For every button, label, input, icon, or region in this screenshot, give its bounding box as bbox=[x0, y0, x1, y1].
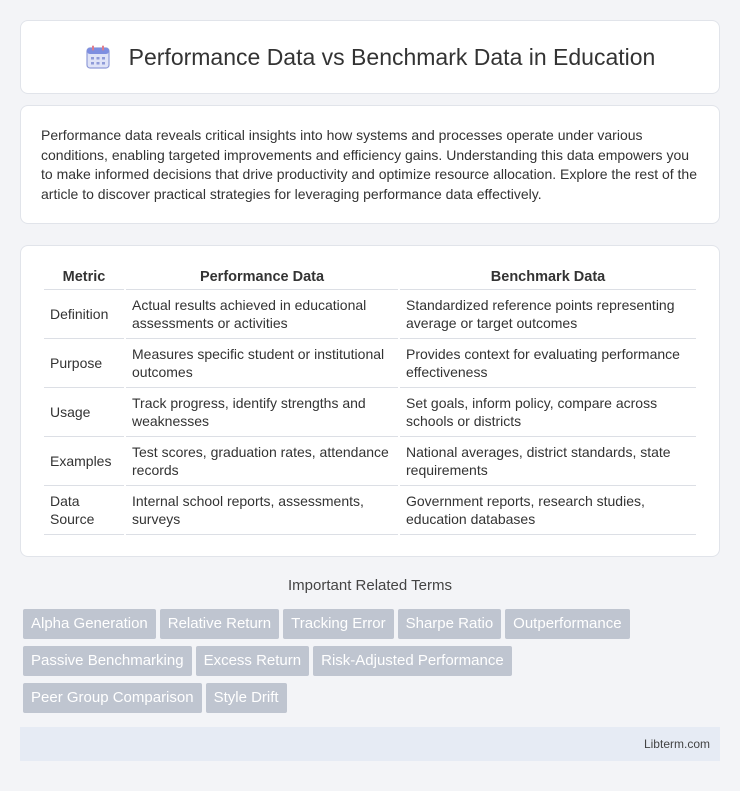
footer-site-link[interactable]: Libterm.com bbox=[643, 737, 710, 751]
tag-peer-group-comparison[interactable]: Peer Group Comparison bbox=[23, 683, 202, 713]
row-metric: Purpose bbox=[44, 339, 124, 388]
row-performance: Test scores, graduation rates, attendance records bbox=[126, 437, 398, 486]
tag-tracking-error[interactable]: Tracking Error bbox=[283, 609, 393, 639]
tag-sharpe-ratio[interactable]: Sharpe Ratio bbox=[398, 609, 502, 639]
comparison-table-card bbox=[20, 245, 720, 557]
tag-passive-benchmarking[interactable]: Passive Benchmarking bbox=[23, 646, 192, 676]
row-benchmark: Set goals, inform policy, compare across schools or districts bbox=[400, 388, 696, 437]
row-performance: Internal school reports, assessments, surveys bbox=[126, 486, 398, 535]
page-title: Performance Data vs Benchmark Data in Education bbox=[128, 43, 656, 70]
row-benchmark: Standardized reference points representing average or target outcomes bbox=[400, 290, 696, 339]
row-performance: Measures specific student or institutional outcomes bbox=[126, 339, 398, 388]
table-row bbox=[44, 388, 696, 437]
tag-risk-adjusted-performance[interactable]: Risk-Adjusted Performance bbox=[313, 646, 512, 676]
header-benchmark-data: Benchmark Data bbox=[400, 266, 696, 290]
comparison-table bbox=[42, 266, 698, 535]
related-terms-title: Important Related Terms bbox=[288, 577, 452, 594]
header-performance-data: Performance Data bbox=[126, 266, 398, 290]
row-performance: Actual results achieved in educational assessments or activities bbox=[126, 290, 398, 339]
tag-relative-return[interactable]: Relative Return bbox=[160, 609, 279, 639]
row-metric: Data Source bbox=[44, 486, 124, 535]
header-metric: Metric bbox=[44, 266, 124, 290]
tag-outperformance[interactable]: Outperformance bbox=[505, 609, 629, 639]
row-metric: Examples bbox=[44, 437, 124, 486]
tag-style-drift[interactable]: Style Drift bbox=[206, 683, 287, 713]
intro-paragraph: Performance data reveals critical insights into how systems and processes operate under various conditions, enabling targeted improvements and efficiency gains. Understanding this data empowers you to make informed decisions that drive productivity and optimize resource allocation. Explore the rest of the article to discover practical strategies for leveraging performance data effectively. bbox=[41, 127, 697, 202]
tag-alpha-generation[interactable]: Alpha Generation bbox=[23, 609, 156, 639]
table-row bbox=[44, 290, 696, 339]
row-benchmark: Provides context for evaluating performance effectiveness bbox=[400, 339, 696, 388]
row-metric: Usage bbox=[44, 388, 124, 437]
row-benchmark: National averages, district standards, state requirements bbox=[400, 437, 696, 486]
table-header-row bbox=[44, 266, 696, 290]
related-terms-list bbox=[23, 609, 723, 720]
row-performance: Track progress, identify strengths and weaknesses bbox=[126, 388, 398, 437]
intro-card bbox=[20, 105, 720, 224]
calendar-icon bbox=[85, 44, 111, 70]
table-row bbox=[44, 437, 696, 486]
tag-excess-return[interactable]: Excess Return bbox=[196, 646, 310, 676]
row-benchmark: Government reports, research studies, education databases bbox=[400, 486, 696, 535]
header-card bbox=[20, 20, 720, 94]
table-row bbox=[44, 339, 696, 388]
table-row bbox=[44, 486, 696, 535]
footer bbox=[20, 727, 720, 761]
row-metric: Definition bbox=[44, 290, 124, 339]
